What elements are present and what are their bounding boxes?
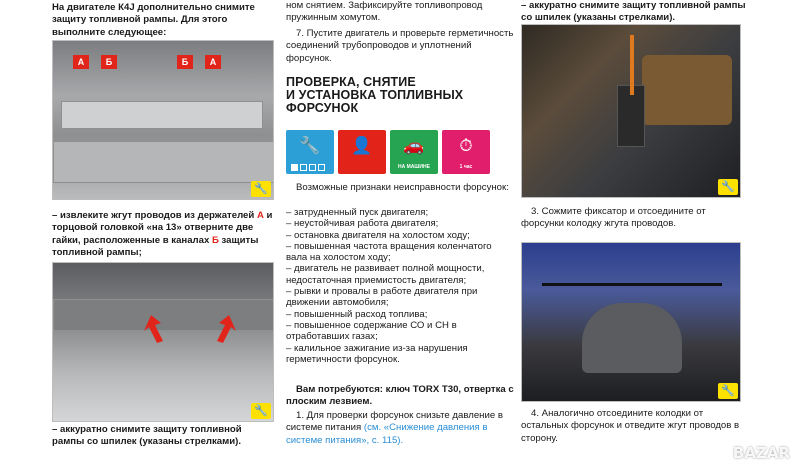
wrench-icon: 🔧 [286, 130, 334, 174]
difficulty-icons [286, 130, 490, 174]
sign-item: – повышенная частота вращения коленчатого вала на холостом ходу; [286, 240, 492, 264]
heading-line-1: ПРОВЕРКА, СНЯТИЕ [286, 75, 416, 89]
sign-item: – калильное зажигание из-за нарушения герметичности форсунок. [286, 342, 468, 365]
marker-a-left: А [73, 55, 89, 69]
caption-1-part: и торцовой головкой «на 13» отверните две гайки, расположенные в каналах [52, 210, 273, 246]
intro-text: На двигателе К4J дополнительно снимите защиту топливной рампы. Для этого выполните следующее: [52, 2, 255, 38]
clock-icon-label: 1 час [459, 164, 473, 170]
step-7: 7. Пустите двигатель и проверьте герметичность соединений трубопроводов и уплотнений форсунок. [286, 28, 514, 64]
caption-1-part: защиты топливной рампы; [52, 234, 259, 259]
caption-1-marker-b: Б [211, 234, 219, 246]
heading-line-3: ФОРСУНОК [286, 101, 359, 115]
photo-injector-harness [521, 242, 741, 402]
caption-1 [52, 210, 276, 260]
top-caption: – аккуратно снимите защиту топливной рампы со шпилек (указаны стрелками). [521, 0, 746, 24]
wrench-badge-icon: 🔧 [251, 181, 271, 197]
photo-rail-cover-studs [52, 262, 274, 422]
mechanic-icon: 👤 [338, 130, 386, 174]
red-arrow-right [217, 315, 236, 343]
marker-b-right: Б [177, 55, 193, 69]
marker-b-left: Б [101, 55, 117, 69]
sign-item: – повышенное содержание СО и СН в отработавших газах; [286, 319, 457, 343]
fuel-rail-shape [61, 101, 263, 129]
red-arrow-left [144, 315, 163, 343]
marker-a-right: А [205, 55, 221, 69]
sign-item: – затрудненный пуск двигателя; [286, 207, 429, 218]
caption-4: 4. Аналогично отсоедините колодки от остальных форсунок и отведите жгут проводов в сторону. [521, 408, 740, 444]
photo-fuel-rail-cover [52, 40, 274, 200]
engine-cover-shape [53, 141, 274, 183]
signs-list [286, 207, 514, 365]
throttle-body-shape [582, 303, 682, 373]
watermark-logo: BAZAR [732, 444, 790, 462]
caption-3: 3. Сожмите фиксатор и отсоедините от форсунки колодку жгута проводов. [521, 206, 706, 230]
sign-item: – двигатель не развивает полной мощности, недостаточная приемистость двигателя; [286, 263, 485, 286]
top-text: ном снятием. Зафиксируйте топливопровод пружинным хомутом. [286, 0, 483, 24]
sign-item: – рывки и провалы в работе двигателя при движении автомобиля; [286, 286, 478, 309]
wire-shape [630, 35, 634, 95]
harness-wire-shape [542, 283, 722, 286]
tools-required: Вам потребуются: ключ TORX T30, отвертка с плоским лезвием. [286, 384, 514, 408]
section-heading [286, 76, 463, 115]
sign-item: – повышенный расход топлива; [286, 308, 428, 320]
heading-line-2: И УСТАНОВКА ТОПЛИВНЫХ [286, 88, 464, 102]
sign-item: – неустойчивая работа двигателя; [286, 218, 439, 230]
car-icon: 🚗 НА МАШИНЕ [390, 130, 438, 174]
arrows-graphic [53, 263, 273, 421]
signs-intro: Возможные признаки неисправности форсунок: [296, 182, 509, 193]
step-1-text: 1. Для проверки форсунок снизьте давление в системе питания [286, 410, 503, 434]
wrench-badge-icon: 🔧 [718, 179, 738, 195]
photo-injector-connector [521, 24, 741, 198]
caption-1-part: – извлеките жгут проводов из держателей [52, 210, 257, 221]
pipe-shape [642, 55, 732, 125]
wrench-badge-icon: 🔧 [718, 383, 738, 399]
step-1 [286, 410, 514, 447]
step-1-link[interactable]: (см. «Снижение давления в системе питания», с. 115). [286, 422, 488, 446]
sign-item: – остановка двигателя на холостом ходу; [286, 229, 470, 241]
caption-1-marker-a: А [256, 210, 264, 221]
clock-icon: ⏱ 1 час [442, 130, 490, 174]
wrench-badge-icon: 🔧 [251, 403, 271, 419]
caption-2: – аккуратно снимите защиту топливной рампы со шпилек (указаны стрелками). [52, 424, 242, 448]
car-icon-label: НА МАШИНЕ [398, 164, 430, 170]
